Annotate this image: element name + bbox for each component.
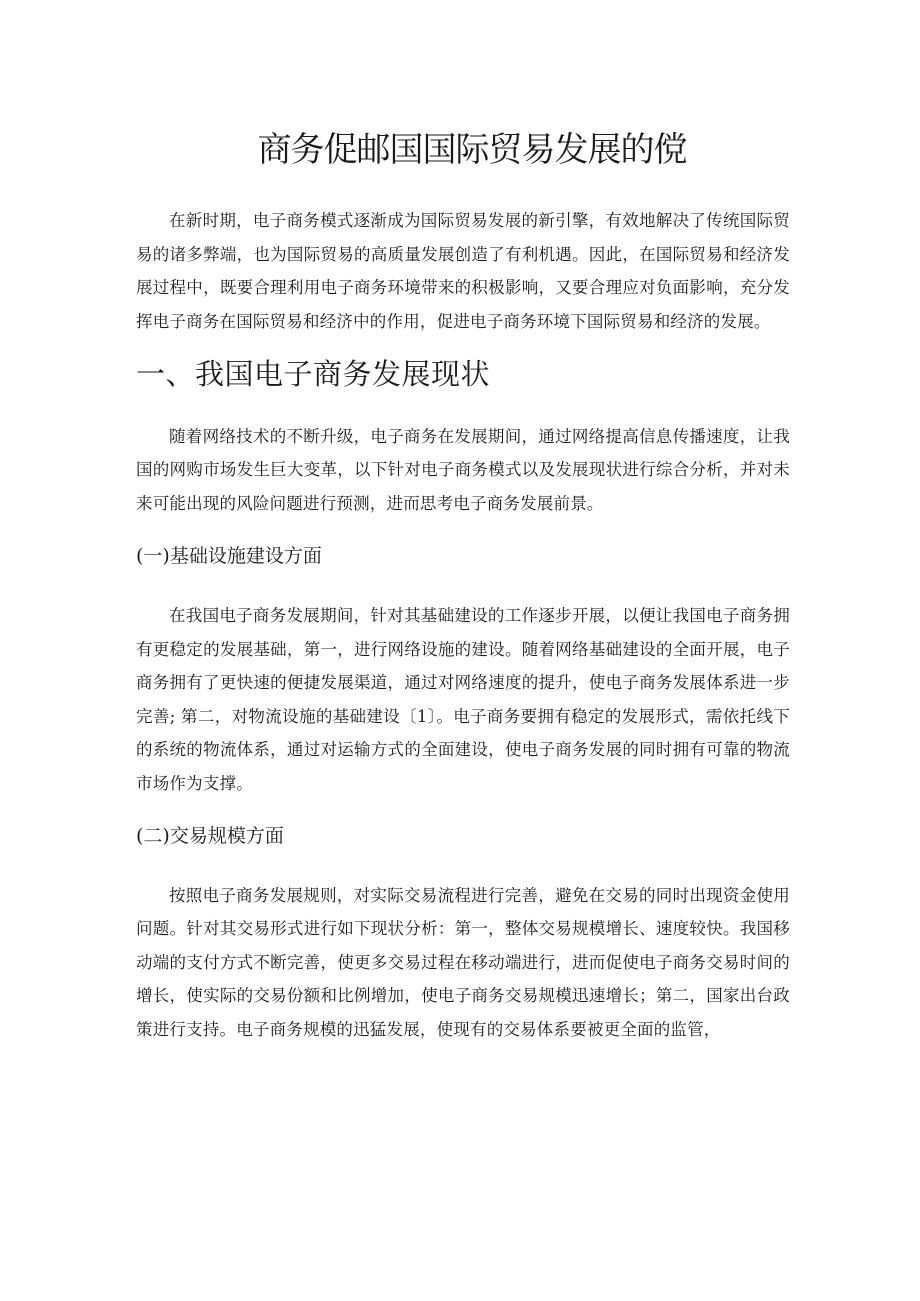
subsection-trade-scale-paragraph: 按照电子商务发展规则，对实际交易流程进行完善，避免在交易的同时出现资金使用问题。针对其交易形式进行如下现状分析：第一，整体交易规模增长、速度较快。我国移动端的支付方式不断完善，使更多交易过程在移动端进行，进而促使电子商务交易时间的增长，使实际的交易份额和比例增加，使电子商务交易规模迅速增长；第二，国家出台政策进行支持。电子商务规模的迅猛发展，使现有的交易体系要被更全面的监管， bbox=[136, 885, 790, 1039]
section-heading-1: 一、我国电子商务发展现状 bbox=[136, 357, 491, 392]
document-title: 商务促邮国国际贸易发展的傥 bbox=[257, 130, 687, 170]
section-1-paragraph: 随着网络技术的不断升级，电子商务在发展期间，通过网络提高信息传播速度，让我国的网购市场发生巨大变革，以下针对电子商务模式以及发展现状进行综合分析，并对未来可能出现的风险问题进行预测，进而思考电子商务发展前景。 bbox=[136, 426, 790, 513]
subsection-heading-infrastructure: (一)基础设施建设方面 bbox=[136, 545, 322, 568]
subsection-heading-trade-scale: (二)交易规模方面 bbox=[136, 825, 284, 848]
intro-paragraph: 在新时期，电子商务模式逐渐成为国际贸易发展的新引擎，有效地解决了传统国际贸易的诸多弊端，也为国际贸易的高质量发展创造了有利机遇。因此，在国际贸易和经济发展过程中，既要合理利用电子商务环境带来的积极影响，又要合理应对负面影响，充分发挥电子商务在国际贸易和经济中的作用，促进电子商务环境下国际贸易和经济的发展。 bbox=[136, 211, 790, 331]
subsection-infrastructure-paragraph: 在我国电子商务发展期间，针对其基础建设的工作逐步开展，以便让我国电子商务拥有更稳定的发展基础，第一，进行网络设施的建设。随着网络基础建设的全面开展，电子商务拥有了更快速的便捷发展渠道，通过对网络速度的提升，使电子商务发展体系进一步完善; 第二，对物流设施的基础建设〔1〕。电子商务要拥有稳定的发展形式，需依托线下的系统的物流体系，通过对运输方式的全面建设，使电子商务发展的同时拥有可靠的物流市场作为支撑。 bbox=[136, 606, 790, 793]
